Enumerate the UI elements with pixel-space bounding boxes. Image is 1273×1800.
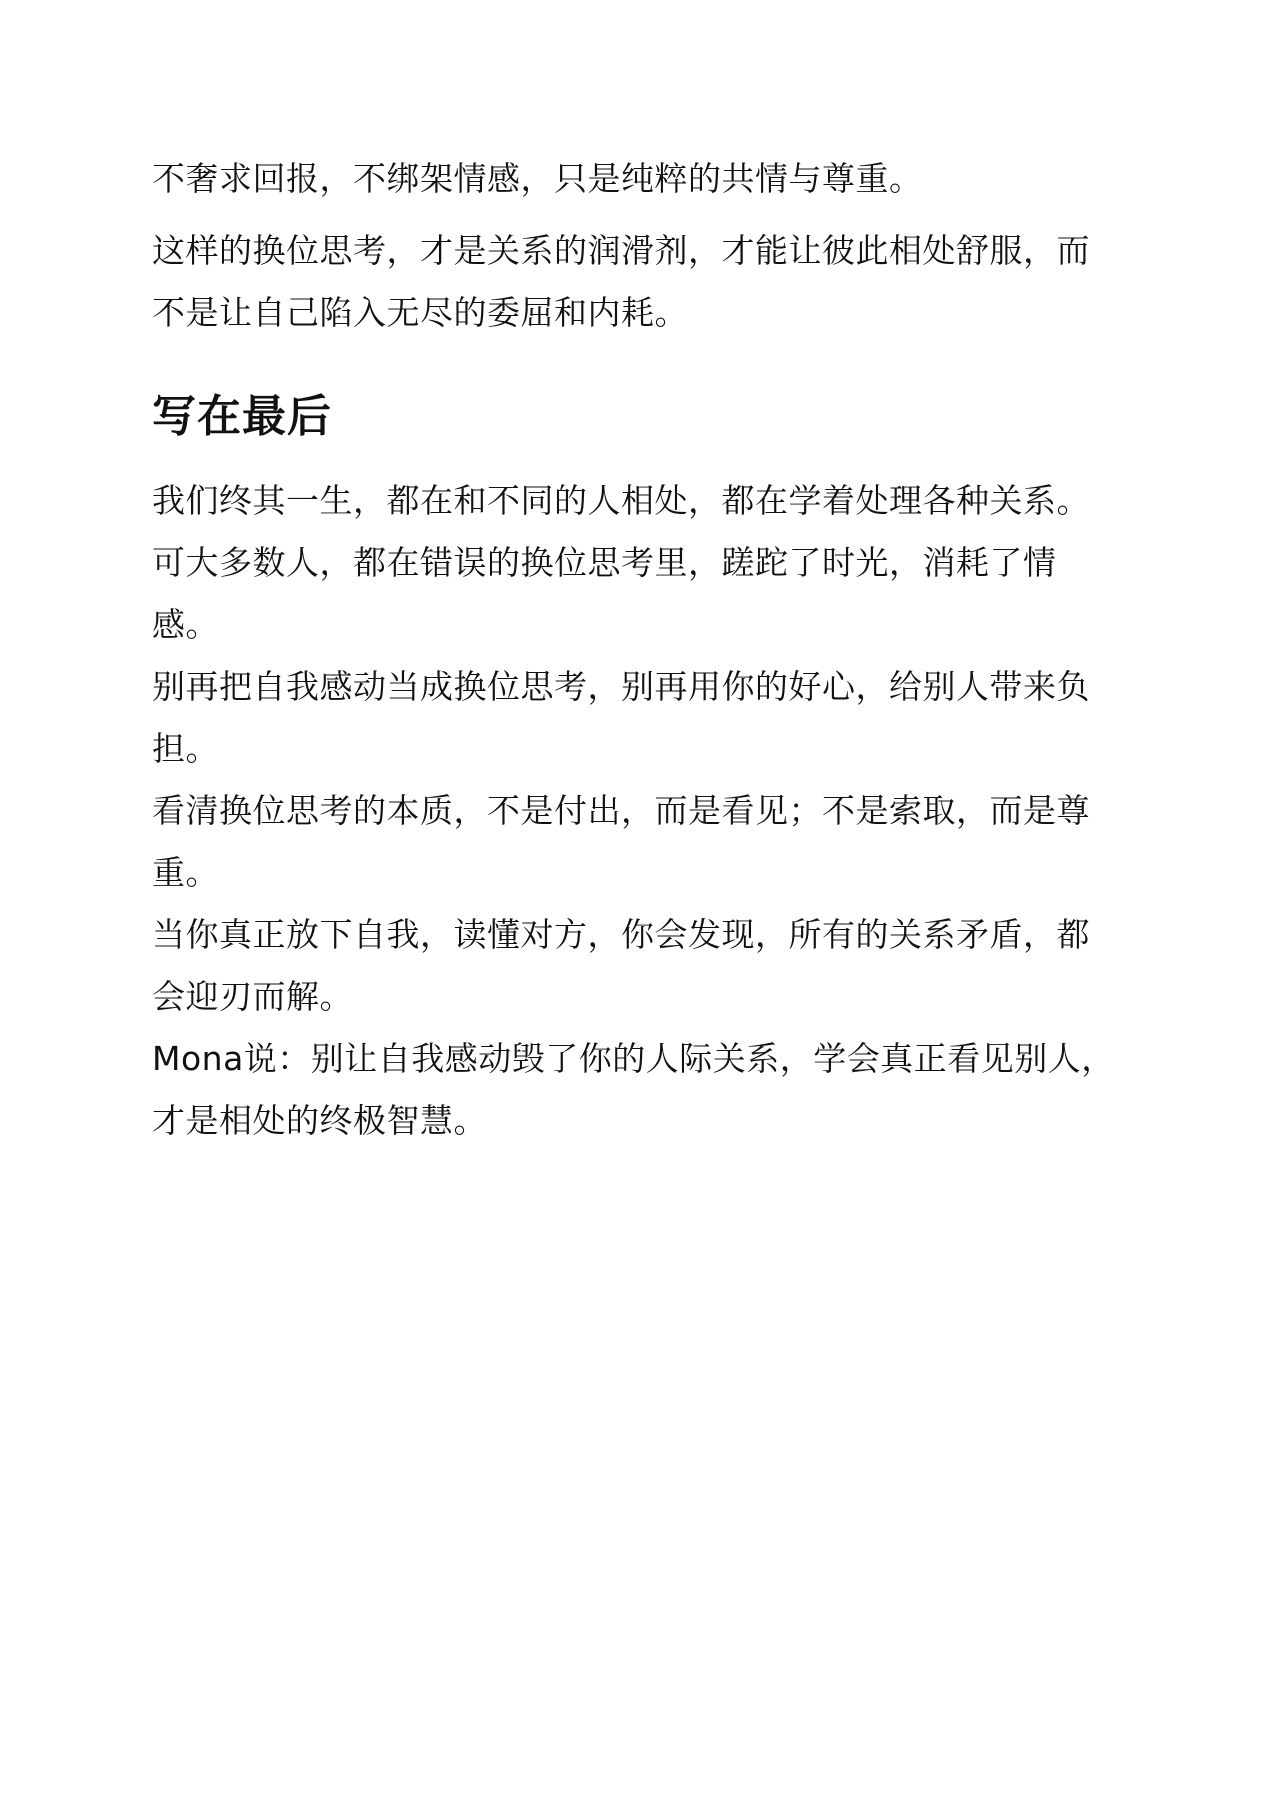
paragraph: 当你真正放下自我，读懂对方，你会发现，所有的关系矛盾，都会迎刃而解。 [152, 915, 1090, 1016]
paragraph: 这样的换位思考，才是关系的润滑剂，才能让彼此相处舒服，而不是让自己陷入无尽的委屈和内耗。 [152, 231, 1090, 332]
article-body [152, 148, 1122, 1152]
paragraph: 我们终其一生，都在和不同的人相处，都在学着处理各种关系。 [152, 481, 1090, 520]
section-heading: 写在最后 [152, 391, 332, 442]
closing-paragraph: Mona说：别让自我感动毁了你的人际关系，学会真正看见别人，才是相处的终极智慧。 [152, 1039, 1115, 1140]
paragraph: 别再把自我感动当成换位思考，别再用你的好心，给别人带来负担。 [152, 667, 1090, 768]
paragraph: 可大多数人，都在错误的换位思考里，蹉跎了时光，消耗了情感。 [152, 543, 1057, 644]
paragraph: 看清换位思考的本质，不是付出，而是看见；不是索取，而是尊重。 [152, 791, 1090, 892]
paragraph: 不奢求回报，不绑架情感，只是纯粹的共情与尊重。 [152, 159, 923, 198]
